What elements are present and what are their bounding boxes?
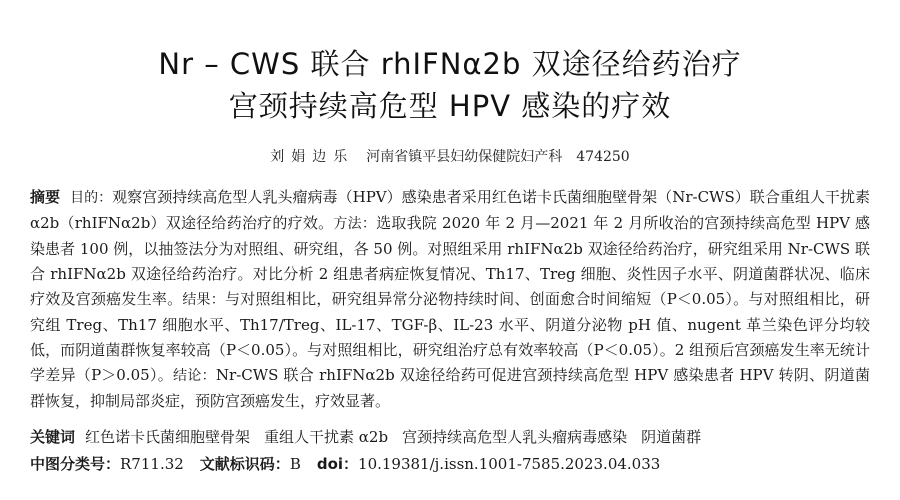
article-title-line-2: 宫颈持续高危型 HPV 感染的疗效 [228,89,672,123]
keyword-item: 阴道菌群 [641,428,702,446]
doi-label: doi： [316,455,359,473]
objective-label: 目的： [70,190,113,206]
abstract-label: 摘要 [30,188,61,206]
postal-code: 474250 [576,149,630,165]
document-code-value: B [289,455,301,473]
keyword-item: 宫颈持续高危型人乳头瘤病毒感染 [402,428,628,446]
affiliation: 河南省镇平县妇幼保健院妇产科 [366,149,563,165]
doi-value: 10.19381/j.issn.1001-7585.2023.04.033 [358,455,661,473]
objective-text: 观察宫颈持续高危型人乳头瘤病毒（HPV）感染患者采用红色诺卡氏菌细胞壁骨架（Nr-CWS）联合重组人干扰素 α2b（rhIFNα2b）双途径给药治疗的疗效。 [30,188,870,232]
conclusion-label: 结论： [173,368,216,384]
keywords-label: 关键词 [30,428,76,446]
clc-label: 中图分类号： [30,455,121,473]
classification-line [30,452,870,476]
document-code-label: 文献标识码： [199,455,290,473]
authors: 刘娟边乐 [270,149,355,165]
methods-label: 方法： [333,216,377,232]
article-title-line-1: Nr – CWS 联合 rhIFNα2b 双途径给药治疗 [158,47,742,81]
keywords-line [30,425,870,449]
keyword-item: 重组人干扰素 α2b [264,428,389,446]
results-label: 结果： [182,292,226,308]
keyword-item: 红色诺卡氏菌细胞壁骨架 [85,428,251,446]
methods-text: 选取我院 2020 年 2 月—2021 年 2 月所收治的宫颈持续高危型 HPV 感染患者 100 例，以抽签法分为对照组、研究组，各 50 例。对照组采用 rhIFNα2b 双途径给药治疗，研究组采用 Nr-CWS 联合 rhIFNα2b 双途径给药治疗。对比分析 2 组患者病症恢复情况、Th17、Treg 细胞、炎性因子水平、阴道菌群状况、临床疗效及宫颈癌发生率。 [30,214,871,308]
clc-value: R711.32 [120,455,184,473]
results-text: 与对照组相比，研究组异常分泌物持续时间、创面愈合时间缩短（P＜0.05）。与对照组相比，研究组 Treg、Th17 细胞水平、Th17/Treg、IL-17、TGF-β、IL-23 水平、阴道分泌物 pH 值、nugent 革兰染色评分均较低，而阴道菌群恢复率较高（P＜0.05）。与对照组相比，研究组治疗总有效率较高（P＜0.05）。2 组预后宫颈癌发生率无统计学差异（P＞0.05）。 [30,290,870,384]
byline [0,146,900,168]
conclusion-text: Nr-CWS 联合 rhIFNα2b 双途径给药可促进宫颈持续高危型 HPV 感染患者 HPV 转阴、阴道菌群恢复，抑制局部炎症，预防宫颈癌发生，疗效显著。 [30,366,870,410]
abstract-paragraph [30,185,870,414]
